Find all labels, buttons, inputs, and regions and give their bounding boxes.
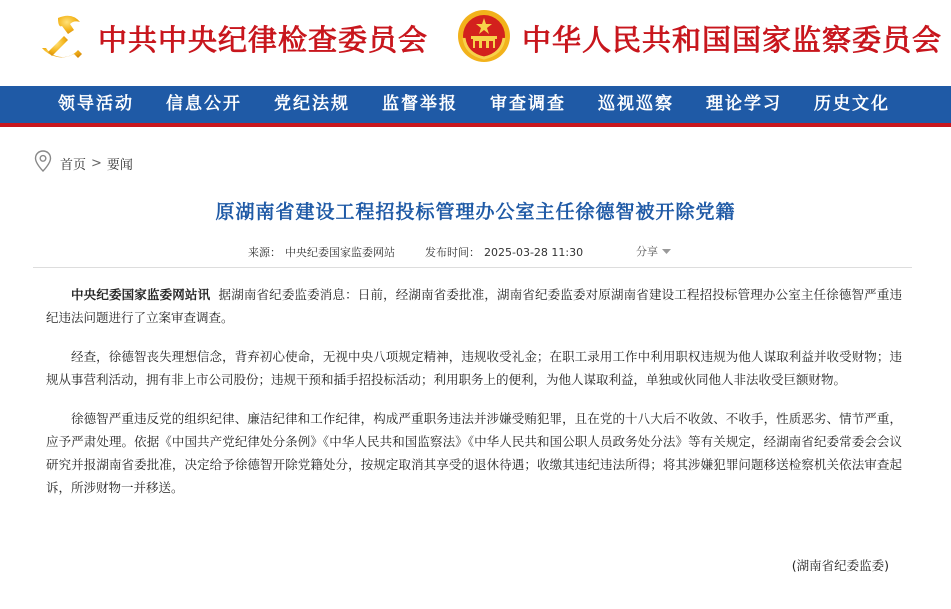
source-value: 中央纪委国家监委网站 xyxy=(285,246,395,259)
nav-item-theory[interactable]: 理论学习 xyxy=(706,94,782,114)
breadcrumb-current-link[interactable]: 要闻 xyxy=(106,157,133,173)
source-label: 来源： xyxy=(248,246,281,259)
share-button[interactable] xyxy=(636,243,671,259)
nav-item-history[interactable]: 历史文化 xyxy=(814,94,890,114)
nsc-brand[interactable] xyxy=(456,8,942,68)
article-meta xyxy=(248,244,587,260)
ccdi-title: 中共中央纪律检查委员会 xyxy=(98,22,429,57)
breadcrumb-home-link[interactable]: 首页 xyxy=(60,157,87,173)
article-signature: (湖南省纪委监委) xyxy=(791,558,889,573)
nsc-title: 中华人民共和国国家监察委员会 xyxy=(522,22,943,57)
main-nav xyxy=(0,86,951,127)
paragraph-2: 经查，徐德智丧失理想信念，背弃初心使命，无视中央八项规定精神，违规收受礼金；在职工录用工作中利用职权违规为他人谋取利益并收受财物；违规从事营利活动，拥有非上市公司股份；违规干预和插手招投标活动；利用职务上的便利，为他人谋取利益，单独或伙同他人非法收受巨额财物。 xyxy=(46,349,902,387)
location-pin-icon xyxy=(34,150,52,176)
nav-item-regulations[interactable]: 党纪法规 xyxy=(274,94,350,114)
site-header xyxy=(0,0,951,86)
nav-item-leadership[interactable]: 领导活动 xyxy=(58,94,134,114)
breadcrumb-separator: > xyxy=(91,155,102,171)
lead-source: 中央纪委国家监委网站讯 xyxy=(71,287,211,302)
paragraph-1-text: 据湖南省纪委监委消息：日前，经湖南省委批准，湖南省纪委监委对原湖南省建设工程招投标管理办公室主任徐德智严重违纪违法问题进行了立案审查调查。 xyxy=(46,287,902,325)
party-emblem-icon xyxy=(34,8,90,68)
national-emblem-icon xyxy=(456,8,512,68)
paragraph-1 xyxy=(46,283,902,329)
nav-item-info-disclosure[interactable]: 信息公开 xyxy=(166,94,242,114)
nav-item-inspection[interactable]: 巡视巡察 xyxy=(598,94,674,114)
nav-item-investigation[interactable]: 审查调查 xyxy=(490,94,566,114)
nav-item-report[interactable]: 监督举报 xyxy=(382,94,458,114)
article-body xyxy=(46,283,902,515)
breadcrumb xyxy=(34,151,133,175)
time-value: 2025-03-28 11:30 xyxy=(484,246,584,259)
ccdi-brand[interactable] xyxy=(34,8,428,68)
meta-divider xyxy=(33,267,912,268)
article-title: 原湖南省建设工程招投标管理办公室主任徐德智被开除党籍 xyxy=(215,201,736,223)
share-label: 分享 xyxy=(636,245,658,258)
caret-down-icon xyxy=(662,245,671,258)
time-label: 发布时间： xyxy=(425,246,480,259)
paragraph-3: 徐德智严重违反党的组织纪律、廉洁纪律和工作纪律，构成严重职务违法并涉嫌受贿犯罪，且在党的十八大后不收敛、不收手，性质恶劣、情节严重，应予严肃处理。依据《中国共产党纪律处分条例》《中华人民共和国监察法》《中华人民共和国公职人员政务处分法》等有关规定，经湖南省纪委常委会会议研究并报湖南省委批准，决定给予徐德智开除党籍处分，按规定取消其享受的退休待遇；收缴其违纪违法所得；将其涉嫌犯罪问题移送检察机关依法审查起诉，所涉财物一并移送。 xyxy=(46,411,902,495)
